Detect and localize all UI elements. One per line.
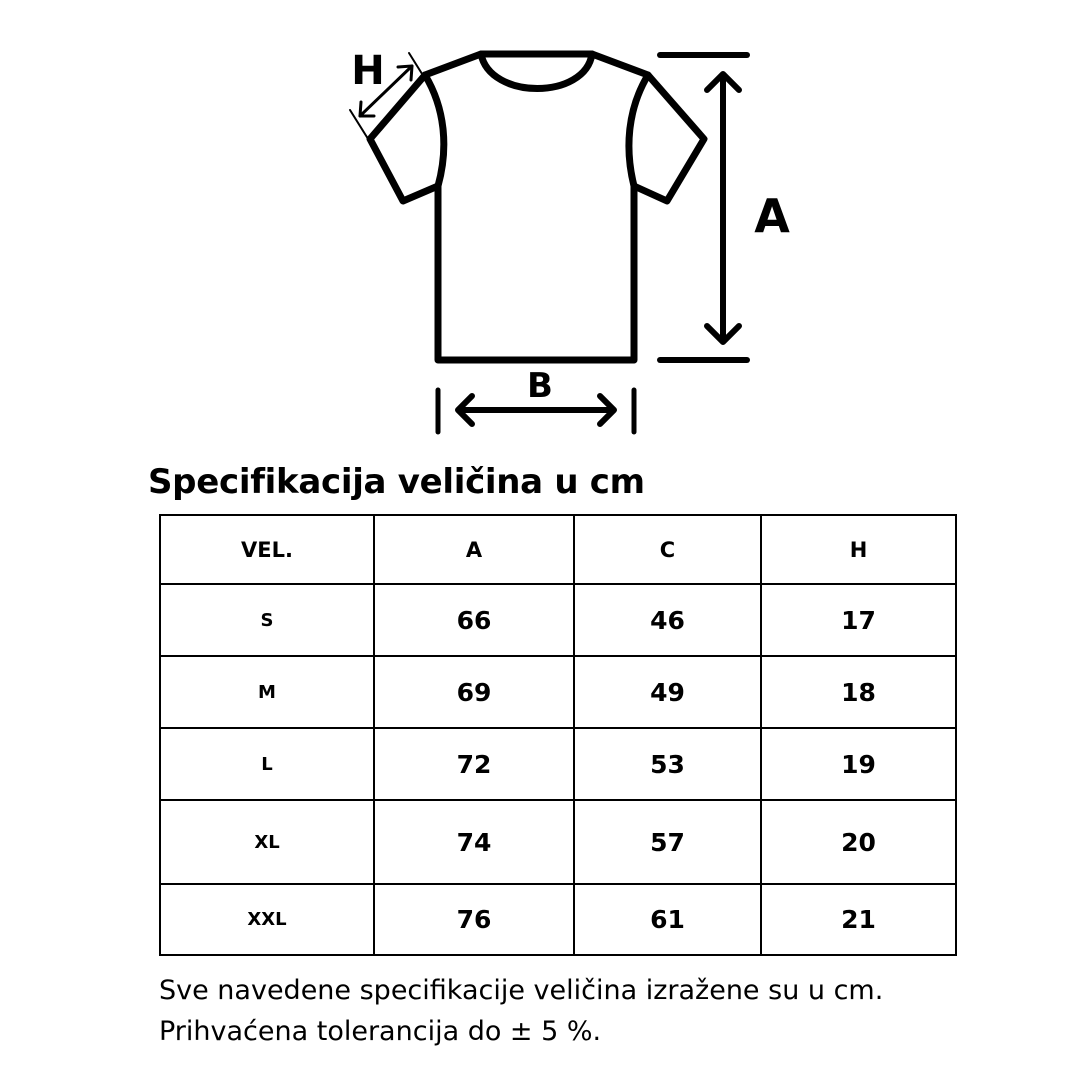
h-cell: 19 xyxy=(761,728,956,800)
a-label: A xyxy=(754,189,790,243)
header-h: H xyxy=(761,515,956,584)
b-label: B xyxy=(527,366,553,406)
size-cell: XL xyxy=(160,800,374,884)
table-header-row xyxy=(160,515,956,584)
table-row xyxy=(160,884,956,955)
h-label: H xyxy=(351,48,385,94)
table-row xyxy=(160,728,956,800)
header-a: A xyxy=(374,515,574,584)
header-c: C xyxy=(574,515,761,584)
c-cell: 49 xyxy=(574,656,761,728)
table-row xyxy=(160,800,956,884)
size-table xyxy=(159,514,957,956)
size-cell: M xyxy=(160,656,374,728)
c-cell: 53 xyxy=(574,728,761,800)
size-cell: S xyxy=(160,584,374,656)
a-cell: 69 xyxy=(374,656,574,728)
c-cell: 46 xyxy=(574,584,761,656)
table-row xyxy=(160,584,956,656)
footnote-units: Sve navedene specifikacije veličina izražene su u cm. xyxy=(159,975,884,1006)
header-size: VEL. xyxy=(160,515,374,584)
h-cell: 18 xyxy=(761,656,956,728)
h-cell: 21 xyxy=(761,884,956,955)
footnotes xyxy=(159,970,883,1052)
tshirt-outline xyxy=(370,54,704,360)
a-cell: 72 xyxy=(374,728,574,800)
h-cell: 17 xyxy=(761,584,956,656)
c-cell: 57 xyxy=(574,800,761,884)
a-cell: 74 xyxy=(374,800,574,884)
c-cell: 61 xyxy=(574,884,761,955)
footnote-tolerance: Prihvaćena tolerancija do ± 5 %. xyxy=(159,1016,602,1047)
a-cell: 76 xyxy=(374,884,574,955)
h-cell: 20 xyxy=(761,800,956,884)
table-row xyxy=(160,656,956,728)
size-cell: XXL xyxy=(160,884,374,955)
size-cell: L xyxy=(160,728,374,800)
a-cell: 66 xyxy=(374,584,574,656)
tshirt-diagram xyxy=(0,0,1080,460)
page-title: Specifikacija veličina u cm xyxy=(148,462,645,502)
